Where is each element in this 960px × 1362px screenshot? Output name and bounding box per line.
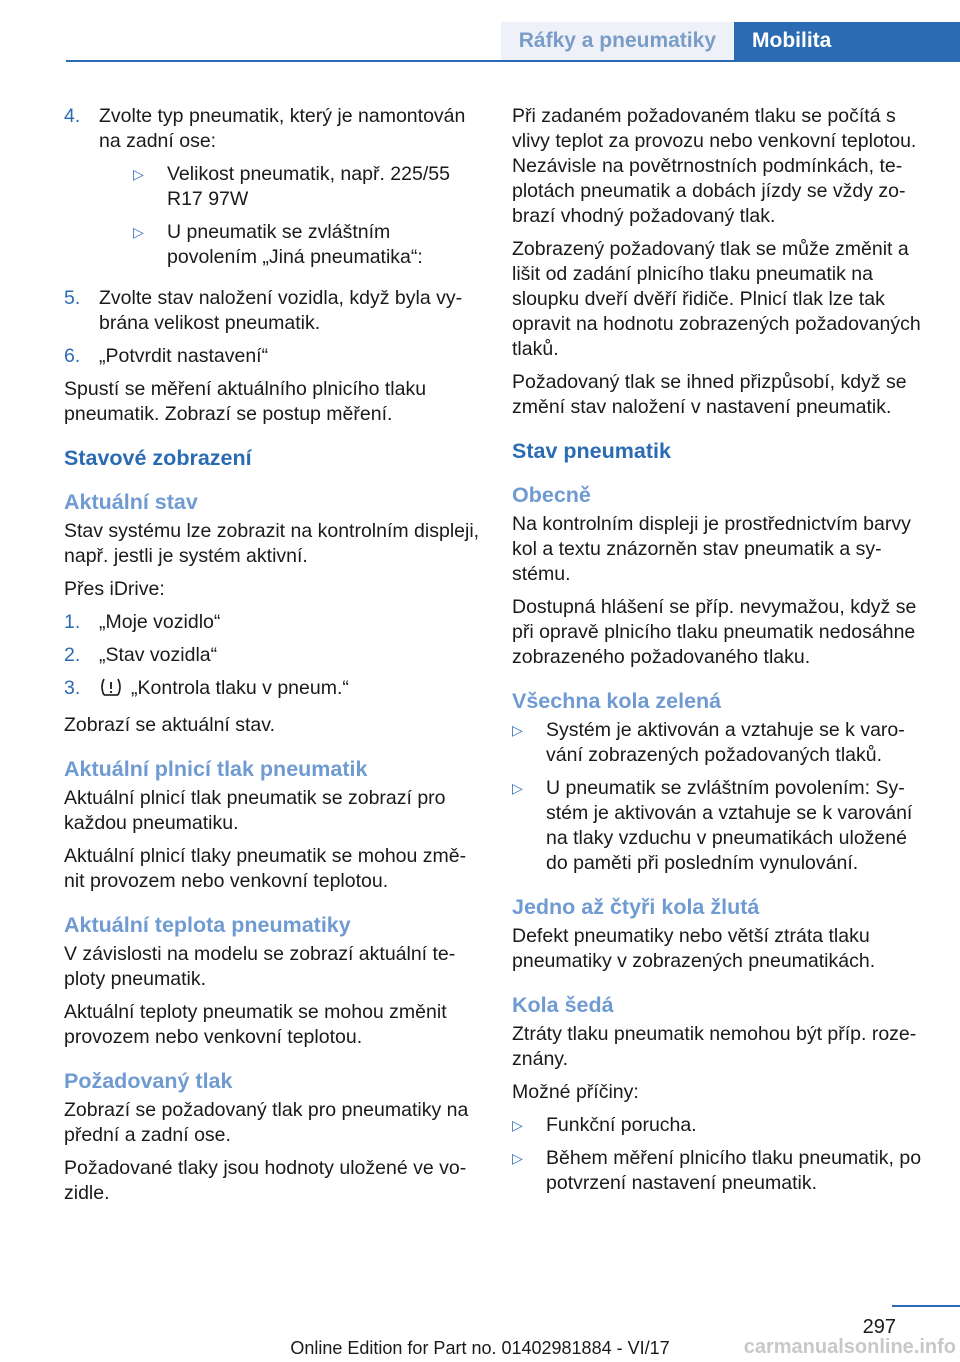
paragraph: Zobrazený požadovaný tlak se může změnit a lišit od zadání plnicího tlaku pneumatik na sloupku dveří dvěří řidiče. Plnicí tlak lze tak opravit na hodnotu zobrazených požadovaných tlaků. [512,238,921,360]
list-item: ▷ U pneumatik se zvláštním povolením: Systém je aktivován a vztahuje se k varování na tlaky vzduchu v pneumatikách uložené do paměti při posledním vynulování. [512,777,913,874]
paragraph: Při zadaném požadovaném tlaku se počítá s vlivy teplot za provozu nebo venkovní teplotou. Nezávisle na povětrnostních podmínkách, teplotách pneumatik a dobách jízdy se vždy zobrazí vhodný požadovaný tlak. [512,105,917,227]
step-number: 6. [64,345,81,367]
bullet-arrow-icon: ▷ [512,1117,523,1133]
paragraph: V závislosti na modelu se zobrazí aktuální teploty pneumatik. [64,943,456,990]
paragraph: Stav systému lze zobrazit na kontrolním displeji, např. jestli je systém aktivní. [64,520,480,567]
paragraph: Na kontrolním displeji je prostřednictvím barvy kol a textu znázorněn stav pneumatik a systému. [512,513,911,585]
right-column [512,104,932,1204]
paragraph: Defekt pneumatiky nebo větší ztráta tlaku pneumatiky v zobrazených pneumatikách. [512,925,876,972]
left-column [64,104,480,1214]
paragraph: Aktuální plnicí tlak pneumatik se zobrazí pro každou pneumatiku. [64,787,446,834]
step-text: „Potvrdit nastavení“ [99,345,269,367]
step-number: 1. [64,611,81,633]
section-heading: Stav pneumatik [512,439,671,463]
step-text: „Stav vozidla“ [99,644,218,666]
step-4 [64,104,480,278]
subsection-heading: Aktuální plnicí tlak pneumatik [64,757,368,781]
section-tab: Ráfky a pneumatiky [501,22,734,60]
bullet-arrow-icon: ▷ [512,1150,523,1166]
paragraph: Spustí se měření aktuálního plnicího tlaku pneumatik. Zobrazí se postup měření. [64,378,427,425]
step-number: 2. [64,644,81,666]
step-number: 4. [64,105,81,127]
section-heading: Stavové zobrazení [64,446,252,470]
bullet-arrow-icon: ▷ [133,166,144,182]
list-item: ▷ Funkční porucha. [512,1114,697,1136]
paragraph: Požadovaný tlak se ihned přizpůsobí, když se změní stav naložení v nastavení pneumatik. [512,371,907,418]
step-5 [64,286,480,336]
paragraph: Dostupná hlášení se příp. nevymažou, když se při opravě plnicího tlaku pneumatik nedosáhne zobrazeného požadovaného tlaku. [512,596,917,668]
tire-size-options [133,162,480,270]
list-item: ▷ Systém je aktivován a vztahuje se k varování zobrazených požadovaných tlaků. [512,719,905,766]
subsection-heading: Požadovaný tlak [64,1069,233,1093]
idrive-step-1 [64,610,480,635]
paragraph: Možné příčiny: [512,1081,639,1103]
bullet-arrow-icon: ▷ [512,780,523,796]
page-header [0,0,960,62]
step-6 [64,344,480,369]
paragraph: Aktuální plnicí tlaky pneumatik se mohou změnit provozem nebo venkovní teplotou. [64,845,467,892]
page-footer [0,1290,960,1362]
step-text: „Moje vozidlo“ [99,611,221,633]
page-number: 297 [862,1316,896,1338]
subsection-heading: Obecně [512,483,591,507]
bullet-arrow-icon: ▷ [133,224,144,240]
chapter-tab: Mobilita [734,22,960,60]
step-number: 5. [64,287,81,309]
subsection-heading: Všechna kola zelená [512,689,722,713]
watermark: carmanualsonline.info [743,1336,956,1358]
step-number: 3. [64,677,81,699]
paragraph: Požadované tlaky jsou hodnoty uložené ve vozidle. [64,1157,467,1204]
edition-line: Online Edition for Part no. 01402981884 - VI/17 [290,1338,670,1358]
subsection-heading: Aktuální teplota pneumatiky [64,913,351,937]
list-item: ▷ Během měření plnicího tlaku pneumatik, po potvrzení nastavení pneumatik. [512,1147,922,1194]
tire-pressure-warning-icon [99,676,123,705]
header-rule [66,60,960,62]
paragraph: Ztráty tlaku pneumatik nemohou být příp. rozeznány. [512,1023,917,1070]
paragraph: Aktuální teploty pneumatik se mohou změnit provozem nebo venkovní teplotou. [64,1001,447,1048]
footer-rule [892,1305,960,1307]
bullet-arrow-icon: ▷ [512,722,523,738]
step-text: Zvolte typ pneumatik, který je namontován na zadní ose: [99,105,466,152]
idrive-step-2 [64,643,480,668]
subsection-heading: Aktuální stav [64,490,198,514]
list-item: ▷ U pneumatik se zvláštním povolením „Jiná pneumatika“: [133,221,423,268]
paragraph: Zobrazí se aktuální stav. [64,714,275,736]
idrive-step-3 [64,676,480,705]
step-text: „Kontrola tlaku v pneum.“ [131,677,349,699]
step-text: Zvolte stav naložení vozidla, když byla vybrána velikost pneumatik. [99,287,463,334]
paragraph: Přes iDrive: [64,578,165,600]
paragraph: Zobrazí se požadovaný tlak pro pneumatiky na přední a zadní ose. [64,1099,469,1146]
subsection-heading: Jedno až čtyři kola žlutá [512,895,760,919]
list-item: ▷ Velikost pneumatik, např. 225/55 R17 97W [133,163,450,210]
subsection-heading: Kola šedá [512,993,614,1017]
